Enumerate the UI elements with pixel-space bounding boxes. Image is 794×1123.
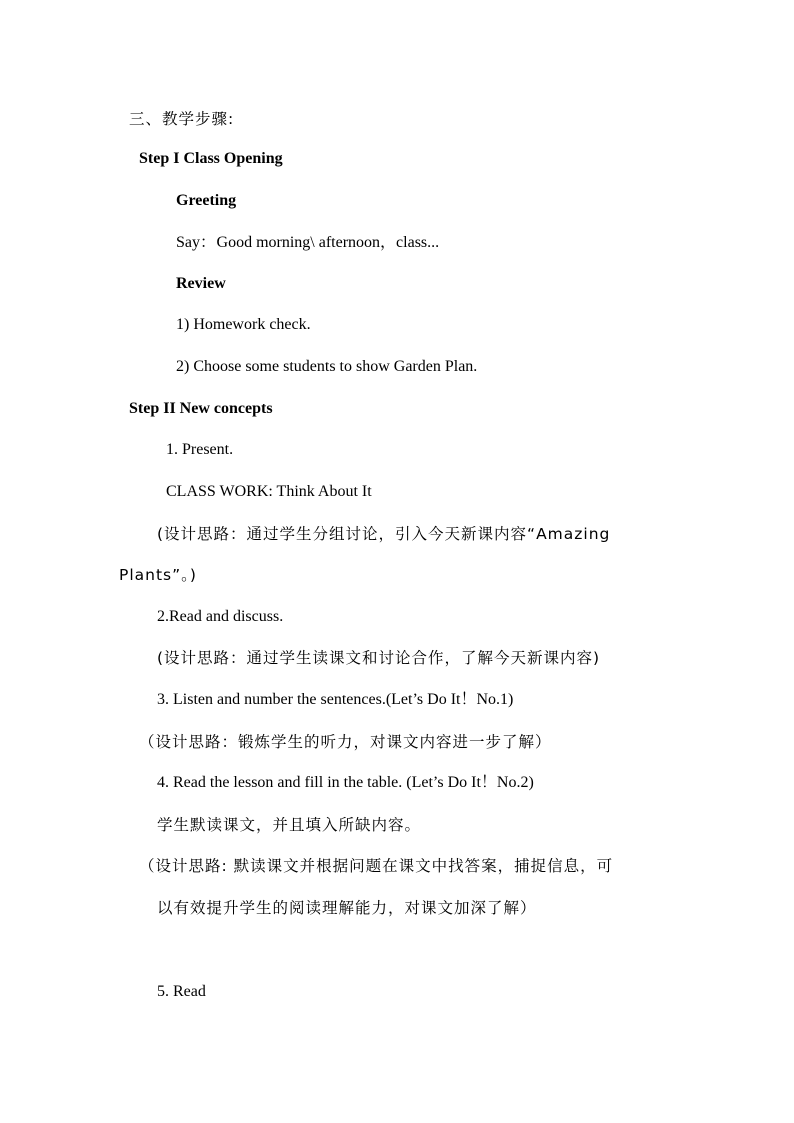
step2-item-3: 3. Listen and number the sentences.(Let’s Do It！No.1) xyxy=(157,691,514,708)
step2-item-4-instruction: 学生默读课文，并且填入所缺内容。 xyxy=(157,816,422,834)
review-title: Review xyxy=(176,275,226,292)
step1-title: Step I Class Opening xyxy=(139,150,283,167)
design-note-1-line-1: (设计思路：通过学生分组讨论，引入今天新课内容“Amazing xyxy=(157,525,611,543)
step2-item-5: 5. Read xyxy=(157,983,206,1000)
design-note-4-line-1: （设计思路: 默读课文并根据问题在课文中找答案，捕捉信息，可 xyxy=(139,857,614,875)
greeting-say-line xyxy=(176,231,439,254)
section-heading: 三、教学步骤: xyxy=(129,110,235,128)
design-note-3: （设计思路：锻炼学生的听力，对课文内容进一步了解） xyxy=(139,733,552,751)
step2-item-1: 1. Present. xyxy=(166,441,234,458)
greeting-say-colon: ： xyxy=(200,233,217,251)
classwork-line: CLASS WORK: Think About It xyxy=(166,483,372,500)
greeting-say-text: Good morning\ afternoon，class... xyxy=(216,234,440,251)
design-note-2: (设计思路：通过学生读课文和讨论合作，了解今天新课内容) xyxy=(157,649,601,667)
step2-item-2: 2.Read and discuss. xyxy=(157,608,284,625)
design-note-1-line-2: Plants”。) xyxy=(119,566,197,584)
greeting-say-label: Say xyxy=(176,234,200,251)
step2-title: Step II New concepts xyxy=(129,400,273,417)
step2-item-4: 4. Read the lesson and fill in the table. (Let’s Do It！No.2) xyxy=(157,774,534,791)
design-note-4-line-2: 以有效提升学生的阅读理解能力，对课文加深了解） xyxy=(157,899,537,917)
greeting-title: Greeting xyxy=(176,192,237,209)
review-item-1: 1) Homework check. xyxy=(176,316,311,333)
review-item-2: 2) Choose some students to show Garden Plan. xyxy=(176,358,478,375)
